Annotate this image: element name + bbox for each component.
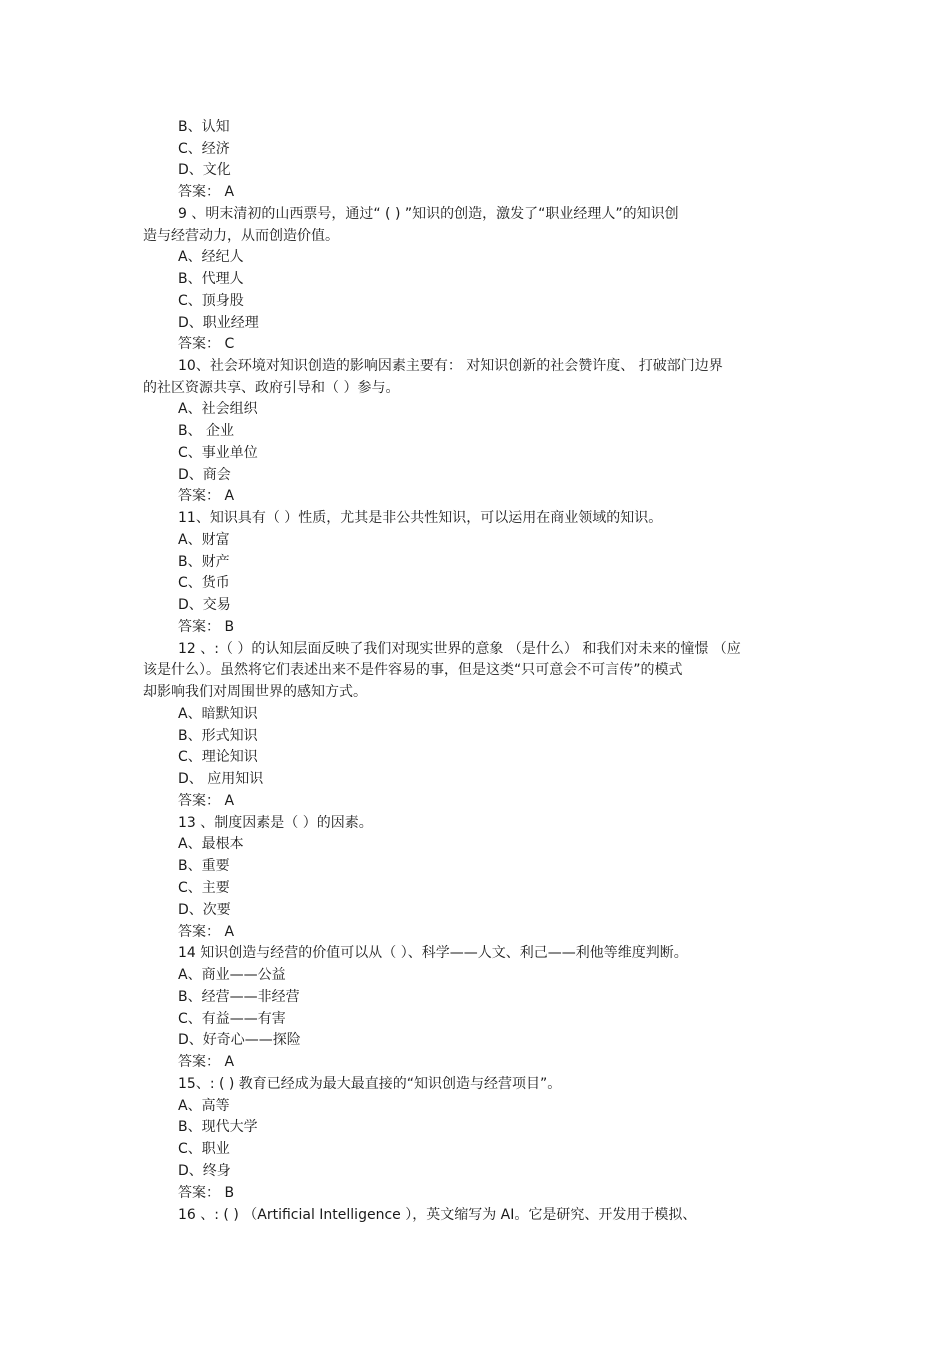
question-11: 11、知识具有（ ）性质，尤其是非公共性知识，可以运用在商业领域的知识。 bbox=[178, 510, 663, 526]
option-b-9: B、代理人 bbox=[178, 271, 244, 287]
option-c-14: C、有益——有害 bbox=[178, 1011, 286, 1027]
option-a-10: A、社会组织 bbox=[178, 401, 258, 417]
option-b-11: B、财产 bbox=[178, 554, 230, 570]
question-12-cont-2: 却影响我们对周围世界的感知方式。 bbox=[143, 684, 367, 700]
option-b-12: B、形式知识 bbox=[178, 728, 258, 744]
answer-13: 答案： A bbox=[178, 924, 235, 940]
option-c-9: C、顶身股 bbox=[178, 293, 244, 309]
question-10: 10、社会环境对知识创造的影响因素主要有： 对知识创新的社会赞许度、 打破部门边界 bbox=[178, 358, 723, 374]
option-a-14: A、商业——公益 bbox=[178, 967, 286, 983]
question-16: 16 、: ( ) （Artificial Intelligence ），英文缩写为 AI。它是研究、开发用于模拟、 bbox=[178, 1207, 697, 1223]
option-b-10: B、 企业 bbox=[178, 423, 235, 439]
answer-9: 答案： C bbox=[178, 336, 235, 352]
option-c-15: C、职业 bbox=[178, 1141, 230, 1157]
option-d-15: D、终身 bbox=[178, 1163, 231, 1179]
option-c-11: C、货币 bbox=[178, 575, 230, 591]
option-a-13: A、最根本 bbox=[178, 836, 244, 852]
option-d-10: D、商会 bbox=[178, 467, 231, 483]
answer-14: 答案： A bbox=[178, 1054, 235, 1070]
question-13: 13 、制度因素是（ ）的因素。 bbox=[178, 815, 373, 831]
option-a-9: A、经纪人 bbox=[178, 249, 244, 265]
option-a-11: A、财富 bbox=[178, 532, 230, 548]
option-d-11: D、交易 bbox=[178, 597, 231, 613]
option-a-12: A、暗默知识 bbox=[178, 706, 258, 722]
question-10-cont: 的社区资源共享、政府引导和（ ）参与。 bbox=[143, 380, 400, 396]
answer-15: 答案： B bbox=[178, 1185, 235, 1201]
answer-10: 答案： A bbox=[178, 488, 235, 504]
option-d-12: D、 应用知识 bbox=[178, 771, 264, 787]
option-a-15: A、高等 bbox=[178, 1098, 230, 1114]
answer-12: 答案： A bbox=[178, 793, 235, 809]
option-d-9: D、职业经理 bbox=[178, 315, 259, 331]
option-d-14: D、好奇心——探险 bbox=[178, 1032, 301, 1048]
option-c-12: C、理论知识 bbox=[178, 749, 258, 765]
option-d-8: D、文化 bbox=[178, 162, 231, 178]
option-c-10: C、事业单位 bbox=[178, 445, 258, 461]
option-b-8: B、认知 bbox=[178, 119, 230, 135]
answer-8: 答案： A bbox=[178, 184, 235, 200]
question-15: 15、: ( ) 教育已经成为最大最直接的“知识创造与经营项目”。 bbox=[178, 1076, 562, 1092]
question-12-cont-1: 该是什么）。虽然将它们表述出来不是件容易的事，但是这类“只可意会不可言传”的模式 bbox=[143, 662, 683, 678]
question-12: 12 、:（ ）的认知层面反映了我们对现实世界的意象 （是什么） 和我们对未来的憧憬 （应 bbox=[178, 641, 741, 657]
answer-11: 答案： B bbox=[178, 619, 235, 635]
question-14: 14 知识创造与经营的价值可以从（ ）、科学——人文、利己——利他等维度判断。 bbox=[178, 945, 688, 961]
question-9: 9 、明末清初的山西票号，通过“ ( ) ”知识的创造，激发了“职业经理人”的知识创 bbox=[178, 206, 679, 222]
option-b-14: B、经营——非经营 bbox=[178, 989, 300, 1005]
option-d-13: D、次要 bbox=[178, 902, 231, 918]
option-b-15: B、现代大学 bbox=[178, 1119, 258, 1135]
option-c-13: C、主要 bbox=[178, 880, 230, 896]
question-9-cont: 造与经营动力，从而创造价值。 bbox=[143, 228, 339, 244]
option-b-13: B、重要 bbox=[178, 858, 230, 874]
option-c-8: C、经济 bbox=[178, 141, 230, 157]
